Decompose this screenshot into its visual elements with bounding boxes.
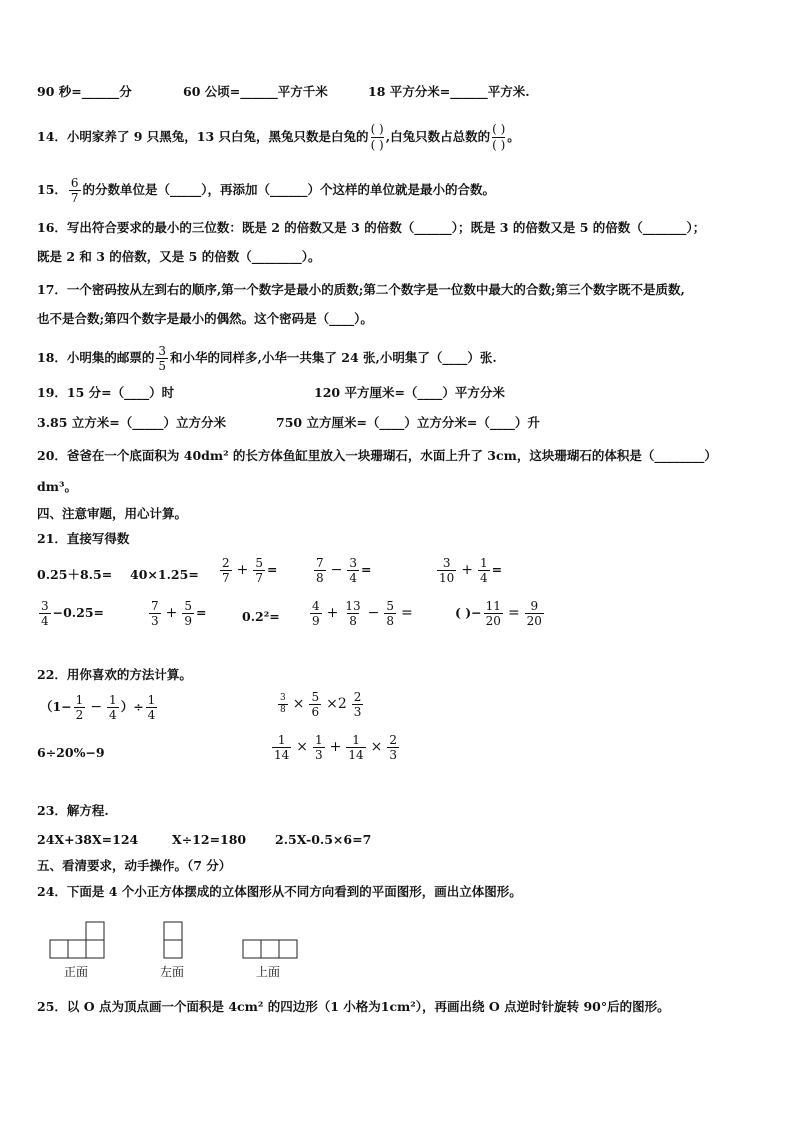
fraction-denominator: 4 xyxy=(349,571,358,585)
fraction-numerator: 3 xyxy=(158,344,167,358)
q21-title: 21．直接写得数 xyxy=(37,531,130,546)
q15-number: 15． xyxy=(37,182,67,197)
equals: = xyxy=(491,562,503,577)
fraction-denominator: 7 xyxy=(222,571,230,585)
fraction-denominator: 7 xyxy=(255,571,264,585)
q13-c: 18 平方分米=______平方米. xyxy=(368,84,530,99)
front-view-label: 正面 xyxy=(64,965,89,979)
fraction-numerator: 5 xyxy=(386,599,395,613)
fraction-denominator: 7 xyxy=(70,191,79,205)
q21-r1-e xyxy=(435,556,502,585)
fraction-numerator: 3 xyxy=(280,693,286,703)
fraction xyxy=(313,733,325,762)
q14-blank-fraction-2 xyxy=(492,122,505,153)
fraction-denominator: 4 xyxy=(480,571,488,585)
q21-r2-b xyxy=(147,599,207,628)
fraction-denominator: 5 xyxy=(158,359,167,373)
equals: = xyxy=(267,562,278,577)
fraction-numerator: 2 xyxy=(353,690,362,704)
fraction xyxy=(352,690,364,719)
operator: × xyxy=(292,696,305,712)
q15 xyxy=(37,176,495,205)
fraction-denominator: 2 xyxy=(75,708,84,722)
operator: ×2 xyxy=(326,696,347,712)
fraction xyxy=(484,599,503,628)
q16-line1: 16．写出符合要求的最小的三位数：既是 2 的倍数又是 3 的倍数（______）；既是 3 的倍数又是 5 的倍数（_______）； xyxy=(37,220,706,235)
q19-d: 750 立方厘米=（____）立方分米=（____）升 xyxy=(276,415,540,430)
q19-b: 120 平方厘米=（____）平方分米 xyxy=(314,385,505,400)
q14-blank-bottom: ( ) xyxy=(370,138,384,152)
q22-e3: 6÷20%−9 xyxy=(37,745,105,760)
fraction-numerator: 1 xyxy=(352,733,360,747)
q14-text2: ,白兔只数占总数的 xyxy=(385,129,491,144)
fraction-denominator: 20 xyxy=(485,614,501,628)
fraction-denominator: 20 xyxy=(526,614,542,628)
fraction-numerator: 5 xyxy=(255,556,264,570)
q21-r2-c: 0.2²= xyxy=(242,609,280,624)
fraction-denominator: 10 xyxy=(439,571,455,585)
fraction xyxy=(107,693,119,722)
q22-e2 xyxy=(276,690,365,719)
operator: + xyxy=(165,605,178,621)
q18 xyxy=(37,344,497,373)
left-view xyxy=(164,922,182,958)
operator: + xyxy=(326,605,339,621)
operator: × xyxy=(370,739,383,755)
q18-text2: 和小华的同样多,小华一共集了 24 张,小明集了（____）张. xyxy=(170,350,497,365)
section-4-heading: 四、注意审题，用心计算。 xyxy=(37,506,188,521)
operator: − xyxy=(90,699,103,715)
fraction xyxy=(182,599,194,628)
fraction-numerator: 1 xyxy=(277,733,286,747)
fraction xyxy=(220,556,232,585)
q21-r2-d xyxy=(308,599,416,628)
q20-line1: 20．爸爸在一个底面积为 40dm² 的长方体鱼缸里放入一块珊瑚石，水面上升了 3cm，这块珊瑚石的体积是（________） xyxy=(37,448,717,463)
fraction-denominator: 14 xyxy=(274,748,290,762)
q14-text1: 小明家养了 9 只黑兔，13 只白兔，黑兔只数是白兔的 xyxy=(66,129,369,144)
q15-text: 的分数单位是（_____），再添加（______）个这样的单位就是最小的合数。 xyxy=(82,182,496,197)
equals: = xyxy=(401,605,413,621)
fraction-numerator: 6 xyxy=(70,176,79,190)
fraction-numerator: 1 xyxy=(147,693,156,707)
fraction xyxy=(347,556,359,585)
operator: + xyxy=(461,562,474,578)
fraction-numerator: 7 xyxy=(316,556,324,570)
q21-r2-e xyxy=(455,599,546,628)
fraction-numerator: 9 xyxy=(530,599,539,613)
fraction-numerator: 3 xyxy=(41,599,49,613)
operator: + xyxy=(236,562,249,578)
q18-fraction xyxy=(156,344,168,373)
fraction-numerator: 13 xyxy=(345,599,361,613)
fraction-denominator: 8 xyxy=(349,614,357,628)
left-view-label: 左面 xyxy=(160,965,185,979)
fraction-numerator: 1 xyxy=(315,733,323,747)
q14-blank-fraction-1 xyxy=(371,122,384,153)
q19-a: 19．15 分=（____）时 xyxy=(37,385,175,400)
q21-r1-a: 0.25＋8.5= xyxy=(37,567,113,582)
fraction xyxy=(346,733,365,762)
fraction-denominator: 3 xyxy=(353,705,362,719)
section-5-heading: 五、看清要求，动手操作。（7 分） xyxy=(37,858,232,873)
q14-blank-bottom: ( ) xyxy=(492,138,506,152)
fraction xyxy=(343,599,362,628)
fraction-denominator: 14 xyxy=(348,748,364,762)
q23-a: 24X+38X=124 xyxy=(37,832,139,847)
fraction-denominator: 4 xyxy=(109,708,117,722)
fraction-numerator: 2 xyxy=(389,733,398,747)
fraction-denominator: 3 xyxy=(315,748,323,762)
fraction-denominator: 4 xyxy=(41,614,49,628)
fraction xyxy=(309,690,321,719)
fraction-denominator: 8 xyxy=(280,705,286,715)
operator: − xyxy=(330,562,343,578)
q13-b: 60 公顷=______平方千米 xyxy=(183,84,328,99)
fraction xyxy=(74,693,86,722)
q22-e1 xyxy=(40,693,159,722)
operator: × xyxy=(296,739,309,755)
fraction-numerator: 1 xyxy=(109,693,117,707)
answer-blank: ( )− xyxy=(455,605,482,620)
front-view xyxy=(50,922,104,958)
fraction-numerator: 3 xyxy=(349,556,358,570)
fraction xyxy=(314,556,326,585)
equals: = xyxy=(361,562,372,577)
q17-line2: 也不是合数;第四个数字是最小的偶然。这个密码是（____）。 xyxy=(37,311,373,326)
fraction xyxy=(310,599,322,628)
fraction-numerator: 7 xyxy=(151,599,159,613)
fraction-numerator: 3 xyxy=(442,556,451,570)
fraction xyxy=(278,693,288,716)
fraction xyxy=(146,693,158,722)
fraction xyxy=(525,599,544,628)
fraction xyxy=(253,556,265,585)
q24-views-drawing xyxy=(0,915,794,985)
q21-r2-a-rest: −0.25= xyxy=(52,605,105,620)
q14-blank-top: ( ) xyxy=(370,122,384,136)
q15-fraction xyxy=(69,176,81,205)
operator: − xyxy=(367,605,380,621)
fraction-numerator: 4 xyxy=(312,599,320,613)
equals: = xyxy=(507,605,520,621)
fraction-numerator: 2 xyxy=(222,556,230,570)
fraction-numerator: 1 xyxy=(480,556,488,570)
fraction-numerator: 1 xyxy=(75,693,84,707)
fraction xyxy=(272,733,291,762)
q25-text: 25．以 O 点为顶点画一个面积是 4cm² 的四边形（1 小格为1cm²），再画出绕 O 点逆时针旋转 90°后的图形。 xyxy=(37,999,670,1014)
fraction-numerator: 5 xyxy=(184,599,193,613)
q20-line2: dm³。 xyxy=(37,479,77,494)
q21-r1-b: 40×1.25= xyxy=(130,567,199,582)
q21-r1-d xyxy=(312,556,372,585)
q14 xyxy=(37,122,520,153)
q14-number: 14． xyxy=(37,129,67,144)
equals: = xyxy=(196,605,207,620)
fraction-denominator: 3 xyxy=(151,614,159,628)
q24-text: 24．下面是 4 个小正方体摆成的立体图形从不同方向看到的平面图形，画出立体图形。 xyxy=(37,884,522,899)
fraction-denominator: 9 xyxy=(184,614,193,628)
q17-line1: 17．一个密码按从左到右的顺序,第一个数字是最小的质数;第二个数字是一位数中最大的合数;第三个数字既不是质数, xyxy=(37,282,685,297)
q22-e4 xyxy=(270,733,401,762)
top-view-label: 上面 xyxy=(256,965,281,979)
fraction-denominator: 8 xyxy=(386,614,395,628)
fraction-denominator: 8 xyxy=(316,571,324,585)
q23-title: 23．解方程. xyxy=(37,803,109,818)
q16-line2: 既是 2 和 3 的倍数，又是 5 的倍数（________）。 xyxy=(37,249,321,264)
fraction-numerator: 11 xyxy=(485,599,501,613)
q22-title: 22．用你喜欢的方法计算。 xyxy=(37,667,192,682)
fraction xyxy=(478,556,490,585)
fraction-denominator: 9 xyxy=(312,614,320,628)
fraction-denominator: 3 xyxy=(389,748,398,762)
q18-text1: 18．小明集的邮票的 xyxy=(37,350,155,365)
fraction xyxy=(149,599,161,628)
q14-blank-top: ( ) xyxy=(492,122,506,136)
fraction xyxy=(437,556,456,585)
fraction-denominator: 6 xyxy=(311,705,320,719)
q19-c: 3.85 立方米=（_____）立方分米 xyxy=(37,415,227,430)
q23-b: X÷12=180 xyxy=(172,832,247,847)
fraction xyxy=(39,599,51,628)
fraction-numerator: 5 xyxy=(311,690,320,704)
q13-a: 90 秒=______分 xyxy=(37,84,132,99)
fraction-denominator: 4 xyxy=(147,708,156,722)
q22-e1-open: （1− xyxy=(40,699,72,714)
q24-views xyxy=(0,915,794,985)
fraction xyxy=(387,733,399,762)
q23-c: 2.5X-0.5×6=7 xyxy=(275,832,372,847)
top-view xyxy=(243,940,297,958)
q22-e1-close: ）÷ xyxy=(120,699,144,714)
q21-r1-c xyxy=(218,556,278,585)
q21-r2-a xyxy=(37,599,104,628)
operator: + xyxy=(329,739,342,755)
fraction xyxy=(384,599,396,628)
q14-text3: 。 xyxy=(507,129,520,144)
